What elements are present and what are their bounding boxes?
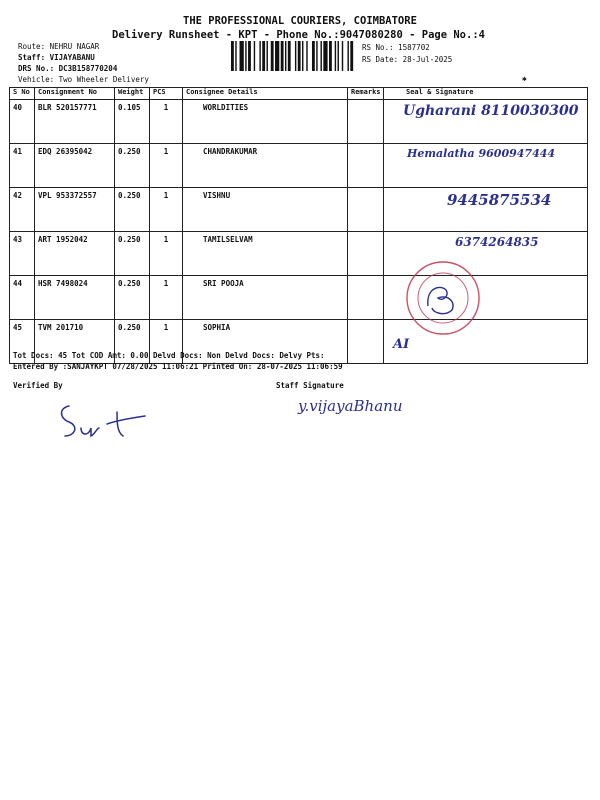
cell-sno: 41 — [10, 144, 35, 188]
barcode-bar — [259, 41, 260, 71]
staff-label: Staff: VIJAYABANU — [18, 53, 95, 62]
table-row — [10, 100, 588, 144]
barcode-bar — [240, 41, 244, 71]
cell-pcs: 1 — [150, 144, 183, 188]
barcode-bar — [231, 41, 234, 71]
route-label: Route: NEHRU NAGAR — [18, 42, 100, 51]
col-header-weight: Weight — [115, 88, 150, 100]
page-title: THE PROFESSIONAL COURIERS, COIMBATORE — [183, 15, 417, 27]
cell-sno: 44 — [10, 276, 35, 320]
barcode-bar — [285, 41, 286, 71]
cell-weight: 0.250 — [115, 188, 150, 232]
cell-remarks — [348, 188, 384, 232]
barcode-bar — [338, 41, 339, 71]
asterisk-mark-icon: ✱ — [522, 74, 527, 83]
entered-line: Entered By :SANJAYKPT 07/28/2025 11:06:21 Printed On: 28-07-2025 11:06:59 — [13, 362, 343, 371]
cell-consignment: HSR 7498024 — [35, 276, 115, 320]
table-header-row — [10, 88, 588, 100]
cell-sno: 40 — [10, 100, 35, 144]
barcode-bar — [275, 41, 279, 71]
barcode-bar — [298, 41, 301, 71]
rs-number: RS No.: 1587702 — [362, 43, 430, 52]
cell-consignee: TAMILSELVAM — [183, 232, 348, 276]
handwritten-signature: Hemalatha 9600947444 — [407, 147, 556, 160]
col-header-sno: S No — [10, 88, 35, 100]
cell-weight: 0.250 — [115, 144, 150, 188]
cell-sno: 42 — [10, 188, 35, 232]
totals-line: Tot Docs: 45 Tot COD Amt: 0.00 Delvd Docs: Non Delvd Docs: Delvy Pts: — [13, 351, 325, 360]
cell-remarks — [348, 320, 384, 364]
cell-pcs: 1 — [150, 276, 183, 320]
cell-consignment: VPL 953372557 — [35, 188, 115, 232]
table-row — [10, 276, 588, 320]
barcode-bar — [323, 41, 327, 71]
cell-signature — [384, 188, 588, 232]
cell-consignment: TVM 201710 — [35, 320, 115, 364]
cell-remarks — [348, 144, 384, 188]
cell-weight: 0.250 — [115, 276, 150, 320]
barcode-bar — [281, 41, 284, 71]
barcode-bar — [295, 41, 296, 71]
barcode-bar — [262, 41, 265, 71]
verifier-signature — [55, 398, 155, 444]
barcode-bar — [235, 41, 236, 71]
vehicle-label: Vehicle: Two Wheeler Delivery — [18, 75, 149, 84]
cell-consignment: EDQ 26395042 — [35, 144, 115, 188]
cell-consignee: CHANDRAKUMAR — [183, 144, 348, 188]
barcode-bar — [267, 41, 268, 71]
barcode-bar — [245, 41, 246, 71]
cell-consignee: SOPHIA — [183, 320, 348, 364]
rs-date: RS Date: 28-Jul-2025 — [362, 55, 453, 64]
cell-pcs: 1 — [150, 232, 183, 276]
barcode-bar — [312, 41, 315, 71]
barcode-bar — [302, 41, 303, 71]
cell-signature — [384, 100, 588, 144]
table-row — [10, 188, 588, 232]
col-header-pcs: PCS — [150, 88, 183, 100]
barcode — [231, 41, 356, 71]
cell-weight: 0.250 — [115, 232, 150, 276]
cell-pcs: 1 — [150, 100, 183, 144]
barcode-bar — [306, 41, 307, 71]
cell-remarks — [348, 232, 384, 276]
barcode-bar — [350, 41, 353, 71]
handwritten-signature: 9445875534 — [447, 191, 552, 209]
barcode-bar — [320, 41, 321, 71]
verified-by-label: Verified By — [13, 381, 63, 390]
handwritten-signature: Ugharani 8110030300 — [403, 103, 579, 119]
barcode-bar — [335, 41, 336, 71]
cell-pcs: 1 — [150, 188, 183, 232]
cell-remarks — [348, 276, 384, 320]
cell-remarks — [348, 100, 384, 144]
page-subtitle: Delivery Runsheet - KPT - Phone No.:9047080280 - Page No.:4 — [112, 29, 485, 41]
cell-weight: 0.105 — [115, 100, 150, 144]
col-header-consignment: Consignment No — [35, 88, 115, 100]
cell-consignment: BLR 520157771 — [35, 100, 115, 144]
col-header-consignee: Consignee Details — [183, 88, 348, 100]
cell-signature — [384, 144, 588, 188]
barcode-bar — [316, 41, 317, 71]
seal-stamp — [398, 258, 488, 338]
cell-consignee: SRI POOJA — [183, 276, 348, 320]
handwritten-signature: AI — [393, 337, 410, 352]
staff-signature-label: Staff Signature — [276, 381, 344, 390]
barcode-bar — [248, 41, 251, 71]
drs-label: DRS No.: DC3B158770204 — [18, 64, 118, 73]
cell-consignment: ART 1952042 — [35, 232, 115, 276]
barcode-bar — [271, 41, 274, 71]
runsheet-table — [9, 87, 588, 364]
handwritten-signature: 6374264835 — [455, 235, 539, 249]
barcode-bar — [347, 41, 348, 71]
cell-sno: 43 — [10, 232, 35, 276]
table-row — [10, 144, 588, 188]
cell-weight: 0.250 — [115, 320, 150, 364]
barcode-bar — [288, 41, 291, 71]
col-header-signature: Seal & Signature — [384, 88, 588, 100]
col-header-remarks: Remarks — [348, 88, 384, 100]
cell-consignee: WORLDITIES — [183, 100, 348, 144]
staff-handwritten-signature: y.vijayaBhanu — [298, 397, 403, 415]
table-row — [10, 232, 588, 276]
barcode-bar — [342, 41, 343, 71]
barcode-bar — [254, 41, 255, 71]
cell-sno: 45 — [10, 320, 35, 364]
cell-pcs: 1 — [150, 320, 183, 364]
barcode-bar — [329, 41, 332, 71]
cell-consignee: VISHNU — [183, 188, 348, 232]
